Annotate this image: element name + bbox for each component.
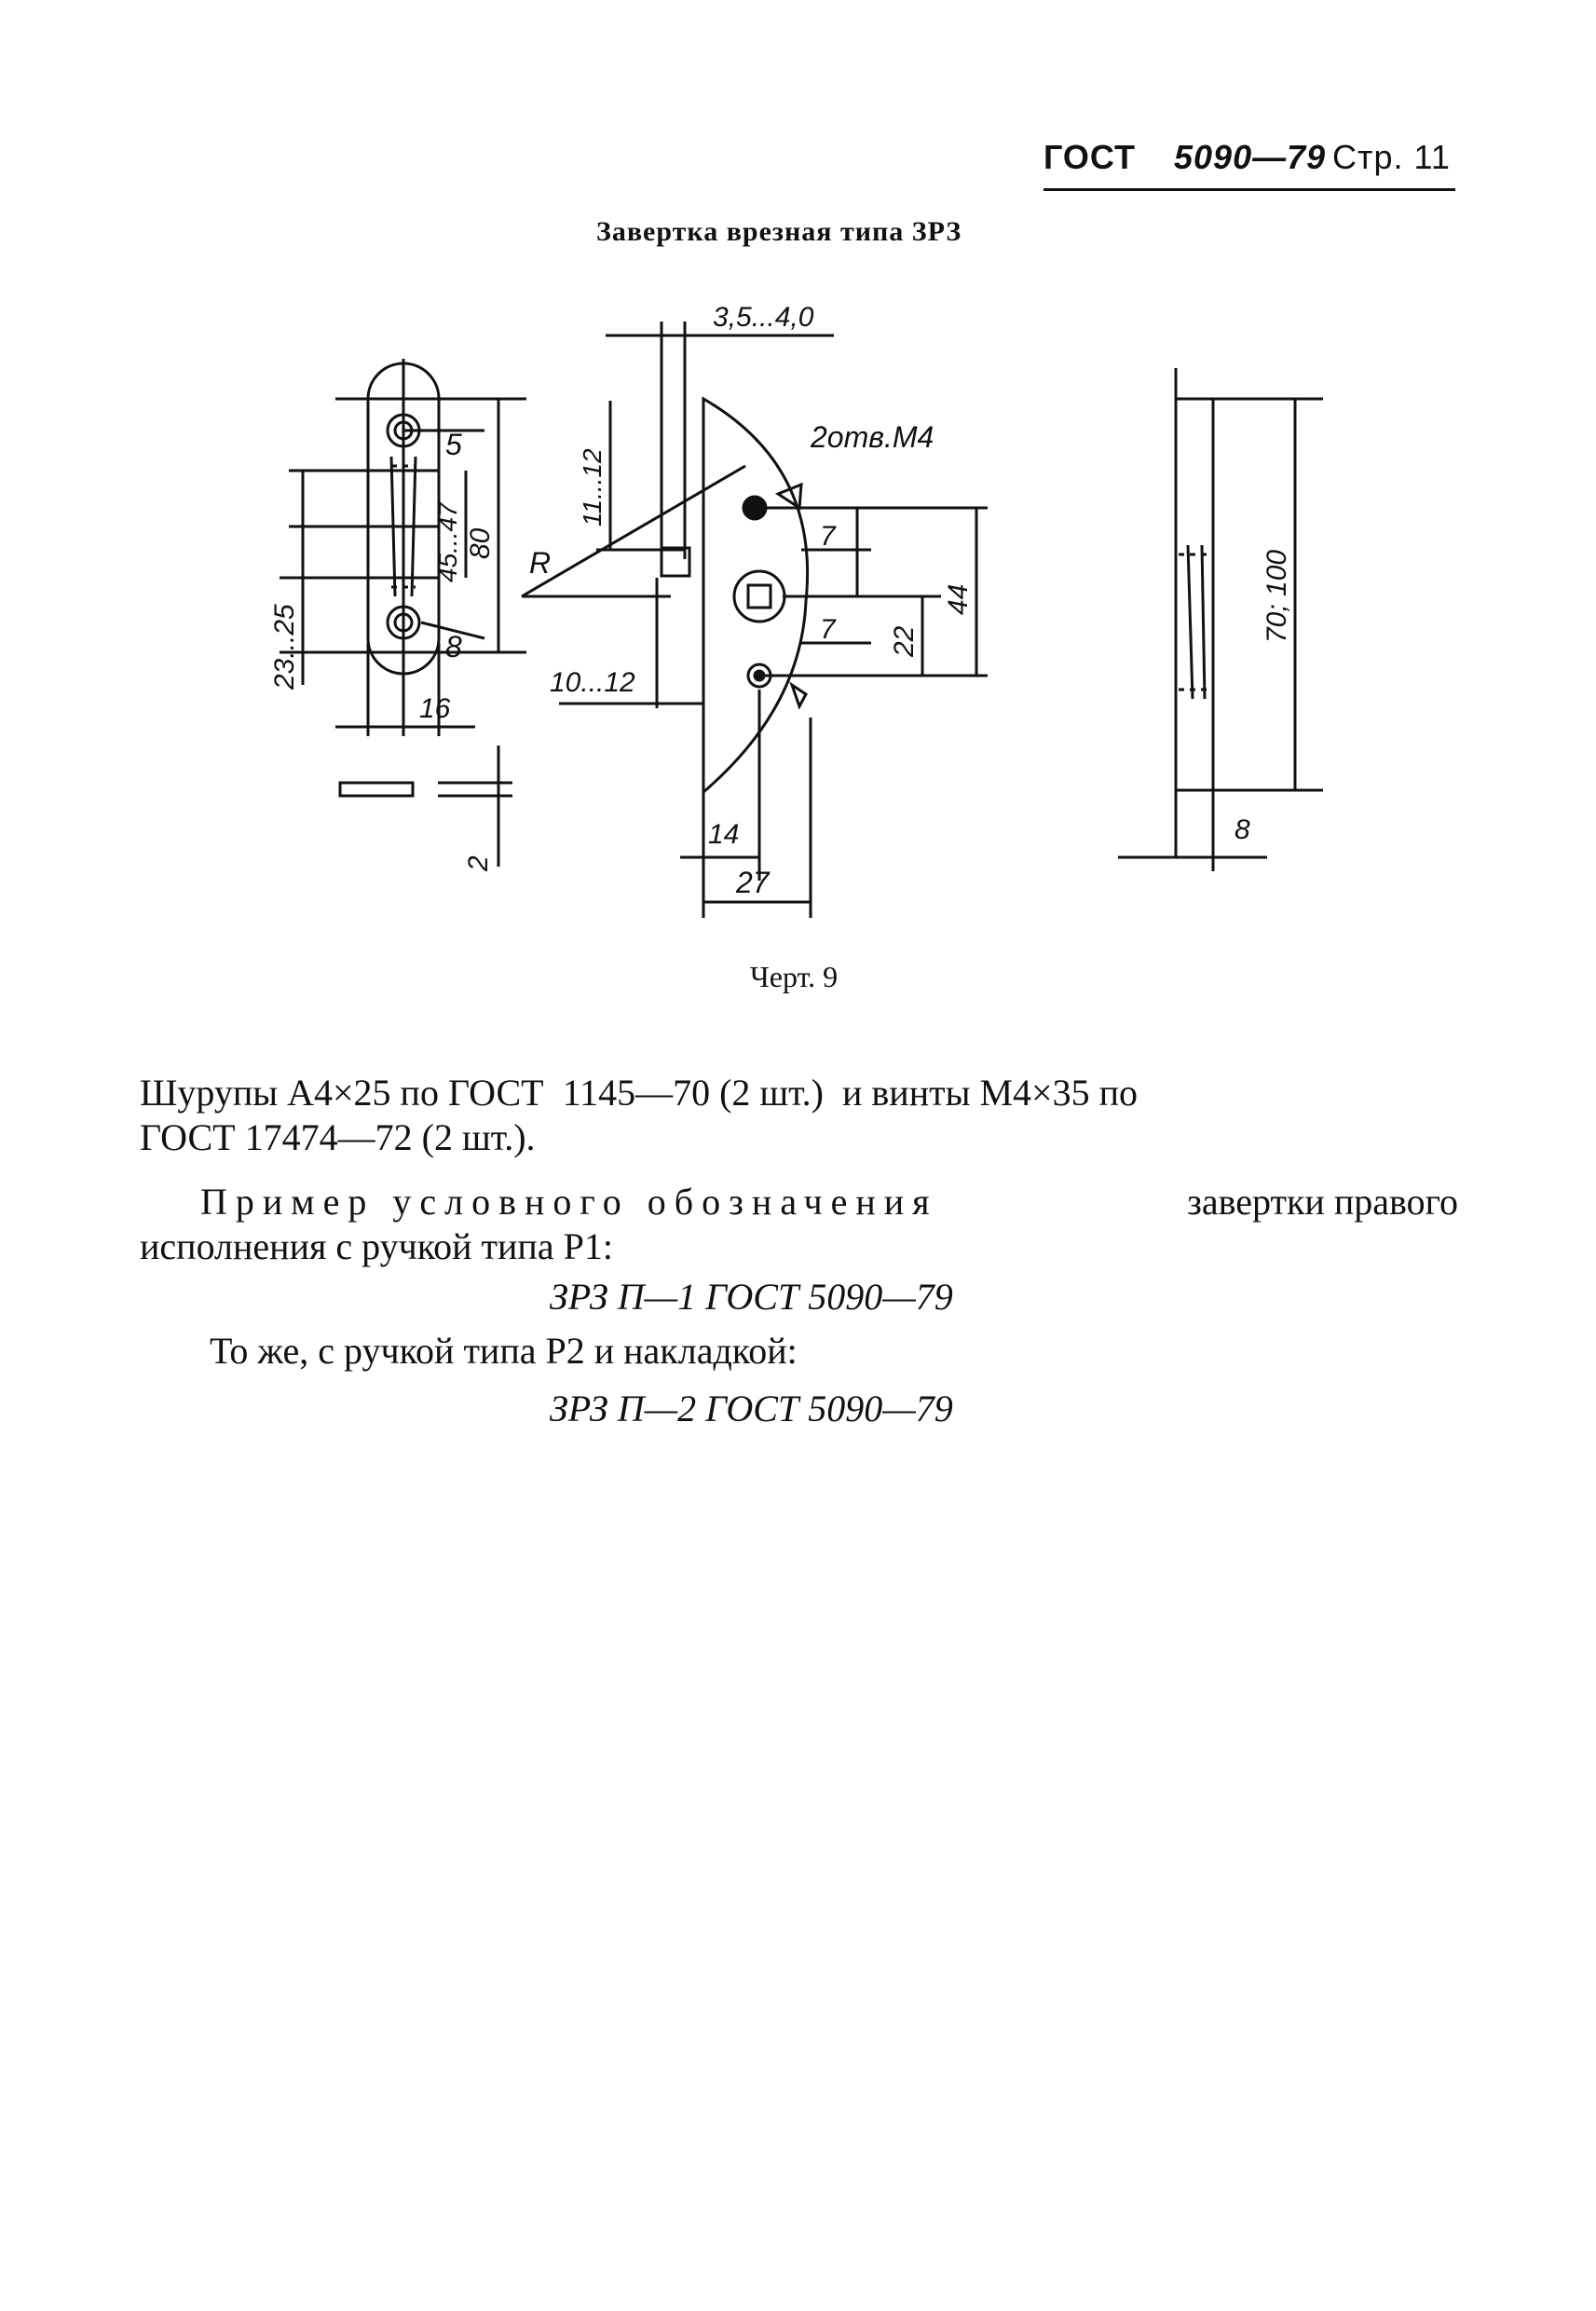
dim-r: R [529, 546, 552, 580]
drawing-caption: Черт. 9 [750, 960, 839, 993]
designation-1: ЗРЗ П—1 ГОСТ 5090—79 [550, 1276, 953, 1318]
strike-plate-side-view [340, 745, 512, 867]
example-line-2: исполнения с ручкой типа Р1: [140, 1225, 613, 1267]
header-number: 5090—79 [1174, 138, 1327, 176]
same-with-line: То же, с ручкой типа Р2 и накладкой: [210, 1330, 798, 1372]
dim-2: 2 [463, 855, 494, 871]
dim-2otv-m4: 2отв.М4 [811, 420, 934, 454]
example-line-1 [200, 1179, 1458, 1225]
header-rule [1044, 188, 1455, 191]
example-label: Пример условного обозначения [200, 1181, 938, 1223]
dim-7-lower: 7 [820, 614, 836, 645]
dim-7-upper: 7 [820, 521, 836, 552]
latch-front-view [522, 321, 988, 918]
designation-2: ЗРЗ П—2 ГОСТ 5090—79 [550, 1388, 953, 1429]
dim-80: 80 [465, 527, 496, 559]
drawing-title: Завертка врезная типа ЗРЗ [596, 216, 962, 247]
dim-5: 5 [445, 428, 462, 461]
dim-10-12: 10...12 [550, 667, 635, 698]
dim-11-12: 11...12 [578, 448, 607, 526]
screws-line-1: Шурупы А4×25 по ГОСТ 1145—70 (2 шт.) и винты М4×35 по [140, 1072, 1138, 1114]
dim-16: 16 [419, 693, 451, 724]
technical-drawing [233, 280, 1351, 950]
dim-70-100: 70; 100 [1262, 549, 1292, 643]
dim-8-side: 8 [1235, 814, 1250, 845]
dim-44: 44 [943, 583, 974, 615]
dim-22: 22 [889, 625, 920, 657]
screws-line-2: ГОСТ 17474—72 (2 шт.). [140, 1116, 536, 1158]
dim-8-plate: 8 [445, 630, 462, 663]
dimension-labels [269, 302, 1292, 899]
dim-27: 27 [736, 866, 770, 899]
example-rest: завертки правого [1187, 1181, 1458, 1223]
header-page: Стр. 11 [1332, 138, 1451, 176]
dim-3-5-4-0: 3,5...4,0 [713, 302, 814, 333]
dim-23-25: 23...25 [269, 604, 300, 690]
doc-header [1044, 132, 1455, 190]
latch-side-view [1118, 368, 1323, 871]
header-standard: ГОСТ [1044, 138, 1137, 176]
dim-45-47: 45...47 [433, 502, 462, 582]
dim-14: 14 [708, 819, 740, 850]
